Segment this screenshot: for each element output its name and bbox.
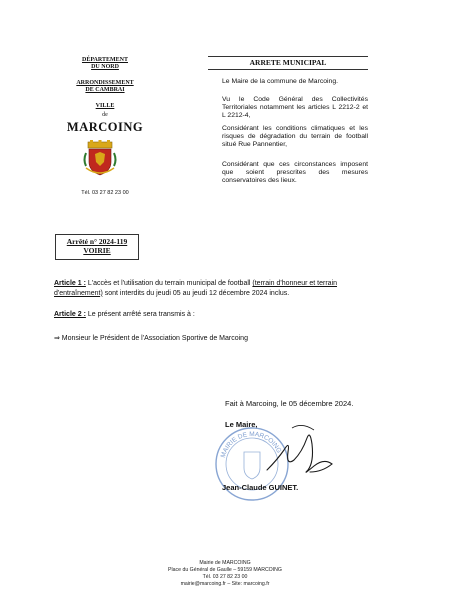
intro-paragraph: Le Maire de la commune de Marcoing. (222, 78, 338, 85)
mayor-name: Jean-Claude GUINET. (222, 483, 299, 492)
ville-label: VILLE (95, 103, 115, 109)
town-name: MARCOING (66, 120, 144, 134)
coat-of-arms-icon (80, 140, 120, 180)
article-2 (54, 310, 374, 320)
arrete-type: VOIRIE (83, 246, 111, 255)
article-1-terrain-detail: (terrain d'honneur et terrain d'entraînement) (54, 280, 338, 297)
article-1-text-start: L'accès et l'utilisation du terrain municipal de football (85, 280, 253, 287)
article-1 (54, 279, 374, 298)
article-1-text-end: sont interdits du jeudi 05 au jeudi 12 décembre 2024 inclus. (102, 289, 290, 297)
mayor-title: Le Maire, (225, 420, 258, 429)
stamp-text: MAIRIE DE MARCOING (219, 430, 283, 459)
arrondissement-text: ARRONDISSEMENT DE CAMBRAI (76, 80, 134, 93)
departement-label (60, 57, 150, 71)
place-date: Fait à Marcoing, le 05 décembre 2024. (225, 399, 354, 408)
recipient-line: ⇒ Monsieur le Président de l'Association Sportive de Marcoing (54, 335, 248, 342)
footer-address: Place du Général de Gaulle – 59159 MARCOING (168, 567, 282, 573)
de-label: de (102, 112, 108, 118)
article-2-text: Le présent arrêté sera transmis à : (85, 311, 195, 318)
footer-line-1: Mairie de MARCOING (199, 560, 251, 566)
phone-number: Tél. 03 27 82 23 00 (81, 190, 129, 196)
arrete-number: Arrêté n° 2024-119 (66, 237, 128, 246)
handwritten-signature (262, 420, 337, 485)
article-2-label: Article 2 : (54, 311, 86, 318)
footer-email: mairie@marcoing.fr – Site: marcoing.fr (180, 581, 270, 587)
document-title: ARRETE MUNICIPAL (208, 56, 368, 70)
footer-phone: Tél. 03 27 82 23 00 (202, 574, 248, 580)
departement-text: DÉPARTEMENT DU NORD (81, 57, 128, 70)
legal-basis-paragraph: Vu le Code Général des Collectivités Territoriales notamment les articles L 2212-2 et L 2212-4, (222, 96, 368, 120)
considerant-2-paragraph: Considérant que ces circonstances imposent que soient prescrites des mesures conservatoires des lieux. (222, 161, 368, 185)
considerant-1-paragraph: Considérant les conditions climatiques et les risques de dégradation du terrain de football situé Rue Pannentier, (222, 125, 368, 149)
arrondissement-label (60, 80, 150, 94)
arrete-number-box (55, 234, 139, 260)
article-1-label: Article 1 : (54, 280, 86, 287)
